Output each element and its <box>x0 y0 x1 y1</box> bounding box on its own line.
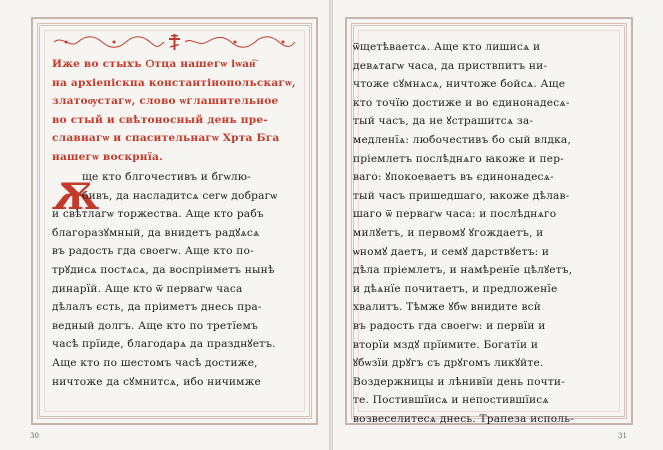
title-line: на архіепіскпа константінопольскагѡ, <box>52 76 296 89</box>
drop-cap-initial: Ѫ <box>52 176 100 218</box>
body-line: ще кто блгочестивъ и бгѡлю- <box>82 171 251 183</box>
right-page-number: 31 <box>618 432 627 440</box>
body-line: милꙋетъ, и первомꙋ ꙋгождаетъ, и <box>353 226 544 239</box>
title-line: Иже во стыхъ Ѻтца нашегѡ іѡан҇ <box>52 58 256 70</box>
body-line: ваго: ꙋпокоеваетъ въ єдинонадесѧ- <box>353 171 554 184</box>
header-ornament-band <box>52 33 297 51</box>
body-line: возвеселитесѧ днесь. Трапеза исполь- <box>353 412 574 425</box>
left-page-body <box>52 168 277 391</box>
body-line: благоразꙋмный, да внидетъ радꙋѧсѧ <box>52 226 260 239</box>
body-line: дѣла пріемлетъ, и намѣренїе цѣлꙋетъ, <box>353 264 573 277</box>
body-line: медленїѧ: любочестивъ бо сый влдка, <box>353 133 572 146</box>
body-line: тый часъ, да не ꙋстрашитсѧ за- <box>353 115 534 128</box>
body-line: чтоже сꙋмнѧсѧ, ничтоже бойсѧ. Аще <box>353 78 566 91</box>
title-line: славнагѡ и спасительнагѡ Хрта Бга <box>52 132 280 145</box>
body-line: Аще кто по шестомъ часѣ достиже, <box>52 356 258 369</box>
body-line: ꙋбѡзїи дрꙋгъ съ дрꙋгомъ ликꙋйте. <box>353 357 544 370</box>
body-line: въ радость гда своегѡ: и первїи и <box>353 319 546 332</box>
title-line: во стый и свѣтоносный день пре- <box>52 113 268 126</box>
body-line: хвалитъ. Тѣмже ꙋбѡ внидите всѝ <box>353 301 542 314</box>
body-line: и дѣѧнїе почитаетъ, и предложенїе <box>353 282 558 295</box>
body-line: шаго ѿ первагѡ часа: и послѣднѧго <box>353 208 557 221</box>
homily-title <box>52 55 296 167</box>
body-line: ѿщетѣваетсѧ. Аще кто лишисѧ и <box>353 41 541 53</box>
body-line: ведный долгъ. Аще кто по третїемъ <box>52 319 258 332</box>
body-line: те. Постившїисѧ и непостившїисѧ <box>353 394 549 407</box>
body-line: и свѣтлагѡ торжества. Аще кто рабъ <box>52 208 264 221</box>
left-page-number: 30 <box>30 432 39 440</box>
body-line: ничтоже да сꙋмнитсѧ, ибо ничимже <box>52 375 262 388</box>
body-line: кто точїю достиже и во єдинонадесѧ- <box>353 96 570 109</box>
body-line: тый часъ пришедшаго, ꙗкоже дѣлав- <box>353 189 570 202</box>
body-line: динарїй. Аще кто ѿ первагѡ часа <box>52 282 243 295</box>
body-line: ѡномꙋ даетъ, и семꙋ дарствꙋетъ: и <box>353 245 550 258</box>
body-line: бивъ, да насладитсѧ сегѡ добрагѡ <box>82 189 278 202</box>
body-line: пріемлетъ послѣднѧго ꙗкоже и пер- <box>353 152 564 165</box>
right-page-body <box>353 38 574 428</box>
title-line: златоѹстагѡ, слово ѡглашительное <box>52 95 279 108</box>
body-line: Воздержницы и лѣнивїи день почти- <box>353 375 565 388</box>
body-line: девѧтагѡ часа, да приствпитъ ни- <box>353 59 548 72</box>
body-line: трꙋдисѧ постѧсѧ, да воспріиметъ нынѣ <box>52 263 275 276</box>
body-line: въ радость гда своегѡ. Аще кто по- <box>52 245 254 258</box>
body-line: часѣ прїиде, благодарѧ да празднꙋетъ. <box>52 338 276 351</box>
body-line: дѣлалъ єсть, да пріиметъ днесь пра- <box>52 301 262 314</box>
title-line: нашегѡ воскрнїа. <box>52 150 163 163</box>
cross-icon <box>169 34 180 50</box>
body-line: вторїи мздꙋ прїимите. Богатїи и <box>353 338 539 351</box>
